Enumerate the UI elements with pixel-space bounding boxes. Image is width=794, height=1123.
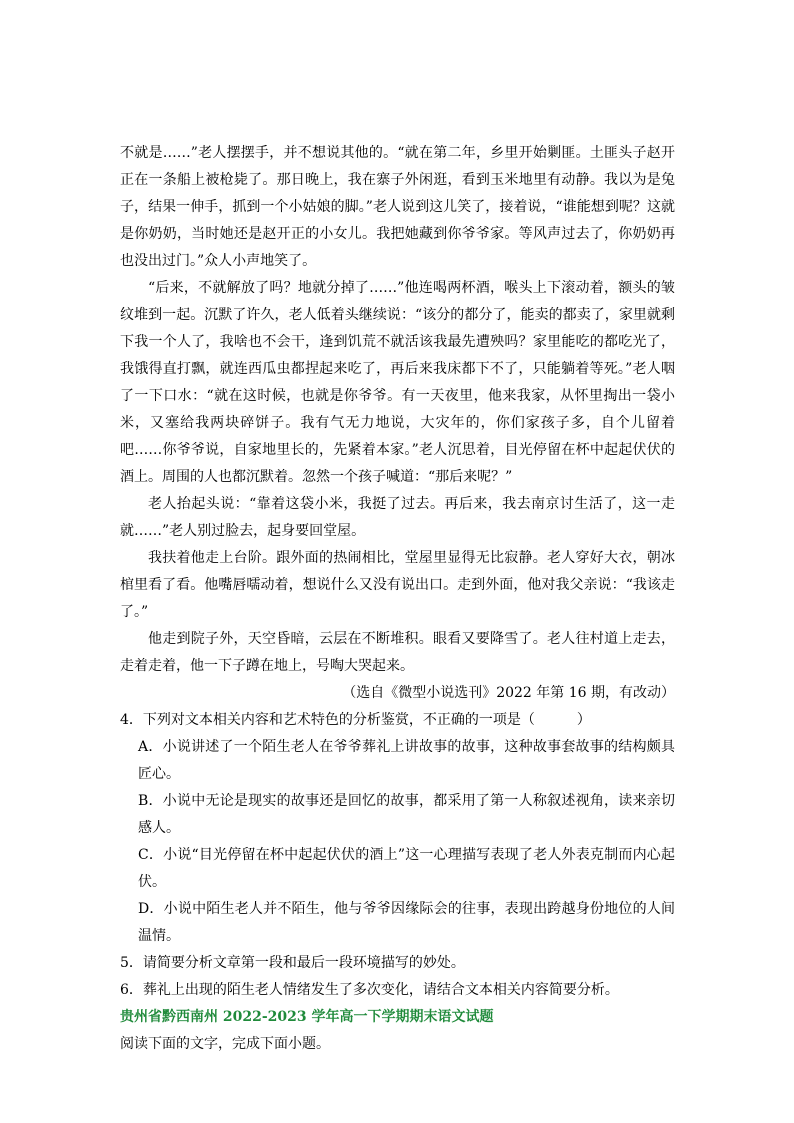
question-4-option-d: D．小说中陌生老人并不陌生，他与爷爷因缘际会的往事，表现出跨越身份地位的人间温情。	[138, 901, 675, 944]
document-page	[120, 140, 675, 1058]
question-4-option-c: C．小说“目光停留在杯中起起伏伏的酒上”这一心理描写表现了老人外表克制而内心起伏。	[138, 847, 675, 890]
story-paragraph-2: “后来，不就解放了吗？地就分掉了……”他连喝两杯酒，喉头上下滚动着，额头的皱纹堆到一起。沉默了许久，老人低着头继续说：“该分的都分了，能卖的都卖了，家里就剩下我一个人了，我啥也不会干，逢到饥荒不就活该我最先遭殃吗？家里能吃的都吃光了，我饿得直打飘，就连西瓜虫都捏起来吃了，再后来我床都下不了，只能躺着等死。”老人咽了一下口水：“就在这时候，也就是你爷爷。有一天夜里，他来我家，从怀里掏出一袋小米，又塞给我两块碎饼子。我有气无力地说，大灾年的，你们家孩子多，自个儿留着吧……你爷爷说，自家地里长的，先紧着本家。”老人沉思着，目光停留在杯中起起伏伏的酒上。周围的人也都沉默着。忽然一个孩子喊道：“那后来呢？”	[120, 280, 675, 485]
question-5: 5．请简要分析文章第一段和最后一段环境描写的妙处。	[120, 955, 465, 971]
next-section-instruction: 阅读下面的文字，完成下面小题。	[120, 1036, 330, 1052]
question-4-option-a: A．小说讲述了一个陌生老人在爷爷葬礼上讲故事的故事，这种故事套故事的结构颇具匠心。	[138, 739, 675, 782]
next-section-title[interactable]: 贵州省黔西南州 2022-2023 学年高一下学期期末语文试题	[120, 1009, 494, 1025]
source-citation: （选自《微型小说选刊》2022 年第 16 期，有改动）	[342, 685, 675, 701]
question-6: 6．葬礼上出现的陌生老人情绪发生了多次变化，请结合文本相关内容简要分析。	[120, 982, 619, 998]
story-paragraph-1: 不就是……”老人摆摆手，并不想说其他的。“就在第二年，乡里开始剿匪。土匪头子赵开正在一条船上被枪毙了。那日晚上，我在寨子外闲逛，看到玉米地里有动静。我以为是兔子，结果一伸手，抓到一个小姑娘的脚。”老人说到这儿笑了，接着说，“谁能想到呢？这就是你奶奶，当时她还是赵开正的小女儿。我把她藏到你爷爷家。等风声过去了，你奶奶再也没出过门。”众人小声地笑了。	[120, 145, 675, 269]
story-paragraph-4: 我扶着他走上台阶。跟外面的热闹相比，堂屋里显得无比寂静。老人穿好大衣，朝冰棺里看了看。他嘴唇嚅动着，想说什么又没有说出口。走到外面，他对我父亲说：“我该走了。”	[120, 550, 675, 620]
question-4-option-b: B．小说中无论是现实的故事还是回忆的故事，都采用了第一人称叙述视角，读来亲切感人。	[138, 793, 675, 836]
story-paragraph-3: 老人抬起头说：“靠着这袋小米，我挺了过去。再后来，我去南京讨生活了，这一走就……”老人别过脸去，起身要回堂屋。	[120, 496, 675, 539]
question-4: 4．下列对文本相关内容和艺术特色的分析鉴赏，不正确的一项是（ ）	[120, 712, 591, 728]
story-paragraph-5: 他走到院子外，天空昏暗，云层在不断堆积。眼看又要降雪了。老人往村道上走去，走着走着，他一下子蹲在地上，号啕大哭起来。	[120, 631, 675, 674]
